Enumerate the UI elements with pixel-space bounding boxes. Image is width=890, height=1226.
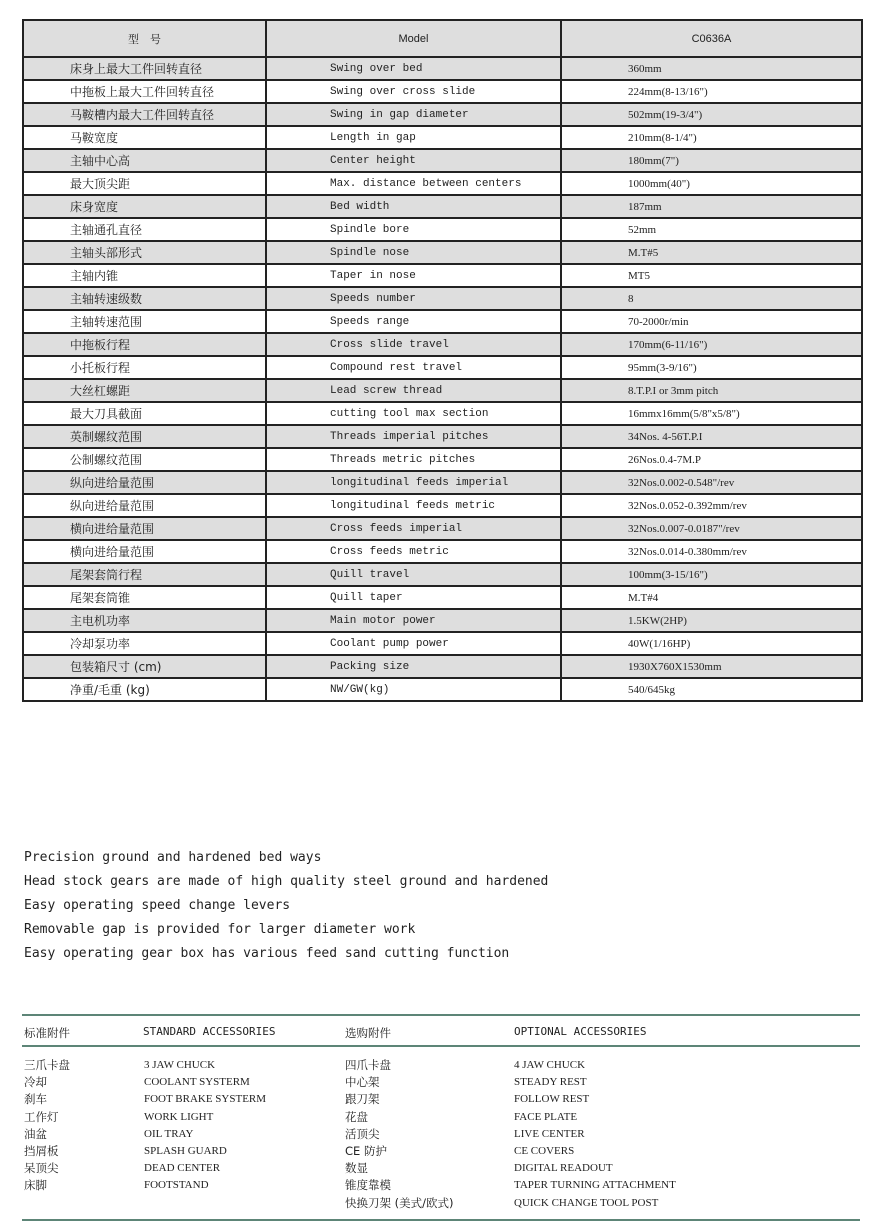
divider [22, 1219, 860, 1221]
accessory-item: 冷却 [24, 1075, 47, 1090]
spec-name-zh: 公制螺纹范围 [23, 448, 266, 471]
table-row [23, 471, 862, 494]
accessory-item: 油盆 [24, 1126, 47, 1141]
divider [22, 1014, 860, 1016]
spec-name-en: Max. distance between centers [266, 172, 561, 195]
divider [22, 1045, 860, 1047]
table-row [23, 425, 862, 448]
accessory-item: 工作灯 [24, 1109, 59, 1124]
accessory-item: FOOT BRAKE SYSTERM [144, 1093, 267, 1106]
table-row [23, 678, 862, 701]
table-row [23, 218, 862, 241]
spec-value: 187mm [561, 195, 862, 218]
spec-name-en: Lead screw thread [266, 379, 561, 402]
accessory-item: SPLASH GUARD [144, 1145, 227, 1158]
feature-list [24, 846, 548, 966]
spec-value: 1930X760X1530mm [561, 655, 862, 678]
optional-en-list [514, 1057, 676, 1212]
spec-value: 210mm(8-1/4") [561, 126, 862, 149]
spec-name-en: Quill taper [266, 586, 561, 609]
spec-name-zh: 纵向进给量范围 [23, 471, 266, 494]
spec-name-zh: 马鞍宽度 [23, 126, 266, 149]
spec-value: 540/645kg [561, 678, 862, 701]
accessory-item: CE 防护 [345, 1144, 387, 1159]
header-cell-model: Model [266, 20, 561, 57]
spec-value: 34Nos. 4-56T.P.I [561, 425, 862, 448]
table-row [23, 310, 862, 333]
accessory-item: 呆顶尖 [24, 1161, 59, 1176]
spec-value: MT5 [561, 264, 862, 287]
spec-name-en: Packing size [266, 655, 561, 678]
accessory-item: 四爪卡盘 [345, 1058, 391, 1072]
feature-item: Easy operating speed change levers [24, 898, 291, 913]
spec-name-zh: 冷却泵功率 [23, 632, 266, 655]
table-row [23, 563, 862, 586]
header-cell-type: 型 号 [23, 20, 266, 57]
spec-name-en: Quill travel [266, 563, 561, 586]
spec-name-en: Threads metric pitches [266, 448, 561, 471]
spec-name-en: Swing over bed [266, 57, 561, 80]
accessory-item: DIGITAL READOUT [514, 1162, 613, 1175]
spec-name-zh: 中拖板上最大工件回转直径 [23, 80, 266, 103]
spec-name-en: Cross feeds metric [266, 540, 561, 563]
spec-name-zh: 主轴内锥 [23, 264, 266, 287]
spec-name-en: Coolant pump power [266, 632, 561, 655]
optional-accessories-en-title: OPTIONAL ACCESSORIES [514, 1025, 647, 1038]
accessory-item: 中心架 [345, 1075, 380, 1090]
feature-item: Head stock gears are made of high quality steel ground and hardened [24, 874, 549, 889]
spec-name-en: Bed width [266, 195, 561, 218]
spec-value: 26Nos.0.4-7M.P [561, 448, 862, 471]
spec-name-zh: 纵向进给量范围 [23, 494, 266, 517]
spec-name-zh: 英制螺纹范围 [23, 425, 266, 448]
table-row [23, 103, 862, 126]
spec-name-en: Swing in gap diameter [266, 103, 561, 126]
accessory-item: FOOTSTAND [144, 1179, 209, 1192]
spec-name-en: Speeds range [266, 310, 561, 333]
spec-value: 95mm(3-9/16") [561, 356, 862, 379]
spec-value: 180mm(7") [561, 149, 862, 172]
accessory-item: 4 JAW CHUCK [514, 1059, 586, 1071]
spec-name-en: longitudinal feeds imperial [266, 471, 561, 494]
spec-name-zh: 主轴中心高 [23, 149, 266, 172]
table-row [23, 126, 862, 149]
spec-name-zh: 最大刀具截面 [23, 402, 266, 425]
spec-value: 224mm(8-13/16") [561, 80, 862, 103]
spec-table [22, 19, 863, 702]
spec-name-zh: 床身宽度 [23, 195, 266, 218]
spec-value: 360mm [561, 57, 862, 80]
accessory-item: 花盘 [345, 1109, 368, 1124]
table-row [23, 517, 862, 540]
accessory-item: 3 JAW CHUCK [144, 1059, 216, 1071]
spec-value: M.T#4 [561, 586, 862, 609]
table-row [23, 540, 862, 563]
accessory-item: COOLANT SYSTERM [144, 1076, 250, 1089]
table-row [23, 655, 862, 678]
spec-name-zh: 横向进给量范围 [23, 517, 266, 540]
spec-name-en: Swing over cross slide [266, 80, 561, 103]
standard-accessories-en-title: STANDARD ACCESSORIES [143, 1025, 276, 1038]
spec-value: 16mmx16mm(5/8"x5/8") [561, 402, 862, 425]
spec-name-zh: 最大顶尖距 [23, 172, 266, 195]
standard-en-list [144, 1057, 266, 1195]
table-row [23, 586, 862, 609]
spec-value: 52mm [561, 218, 862, 241]
spec-name-zh: 马鞍槽内最大工件回转直径 [23, 103, 266, 126]
accessory-item: LIVE CENTER [514, 1127, 585, 1140]
spec-name-en: cutting tool max section [266, 402, 561, 425]
table-row [23, 609, 862, 632]
table-row [23, 57, 862, 80]
spec-name-zh: 尾架套筒锥 [23, 586, 266, 609]
spec-value: 32Nos.0.052-0.392mm/rev [561, 494, 862, 517]
table-row [23, 149, 862, 172]
accessory-item: 挡屑板 [24, 1144, 59, 1159]
spec-name-zh: 包装箱尺寸 (cm) [23, 655, 266, 678]
standard-accessories-zh-title: 标准附件 [24, 1026, 70, 1040]
spec-name-en: Main motor power [266, 609, 561, 632]
spec-name-en: Center height [266, 149, 561, 172]
optional-accessories-zh-title: 选购附件 [345, 1026, 391, 1040]
header-cell-model-value: C0636A [561, 20, 862, 57]
spec-name-zh: 小托板行程 [23, 356, 266, 379]
feature-item: Easy operating gear box has various feed sand cutting function [24, 946, 510, 961]
table-row [23, 80, 862, 103]
spec-name-en: Speeds number [266, 287, 561, 310]
table-row [23, 632, 862, 655]
accessory-item: TAPER TURNING ATTACHMENT [514, 1179, 676, 1192]
table-row [23, 379, 862, 402]
feature-item: Removable gap is provided for larger diameter work [24, 922, 416, 937]
spec-name-en: Length in gap [266, 126, 561, 149]
spec-name-zh: 尾架套筒行程 [23, 563, 266, 586]
spec-name-zh: 中拖板行程 [23, 333, 266, 356]
spec-value: 70-2000r/min [561, 310, 862, 333]
spec-name-zh: 主轴转速级数 [23, 287, 266, 310]
table-row [23, 333, 862, 356]
table-row [23, 494, 862, 517]
spec-name-zh: 床身上最大工件回转直径 [23, 57, 266, 80]
standard-zh-list [24, 1057, 70, 1195]
accessory-item: 床脚 [24, 1178, 47, 1193]
table-row [23, 287, 862, 310]
spec-name-zh: 横向进给量范围 [23, 540, 266, 563]
accessory-item: WORK LIGHT [144, 1110, 214, 1123]
accessory-item: DEAD CENTER [144, 1162, 221, 1175]
accessory-item: 跟刀架 [345, 1092, 380, 1107]
spec-value: 502mm(19-3/4") [561, 103, 862, 126]
spec-name-en: NW/GW(kg) [266, 678, 561, 701]
accessory-item: OIL TRAY [144, 1127, 194, 1140]
spec-name-en: Compound rest travel [266, 356, 561, 379]
spec-value: 100mm(3-15/16") [561, 563, 862, 586]
spec-name-en: Spindle bore [266, 218, 561, 241]
spec-name-zh: 主轴头部形式 [23, 241, 266, 264]
spec-name-en: Spindle nose [266, 241, 561, 264]
accessory-item: 三爪卡盘 [24, 1058, 70, 1072]
spec-value: 40W(1/16HP) [561, 632, 862, 655]
spec-value: 32Nos.0.007-0.0187"/rev [561, 517, 862, 540]
spec-name-en: longitudinal feeds metric [266, 494, 561, 517]
spec-name-zh: 净重/毛重 (kg) [23, 678, 266, 701]
table-row [23, 402, 862, 425]
spec-value: 32Nos.0.014-0.380mm/rev [561, 540, 862, 563]
spec-value: 32Nos.0.002-0.548"/rev [561, 471, 862, 494]
spec-name-zh: 主电机功率 [23, 609, 266, 632]
accessory-item: QUICK CHANGE TOOL POST [514, 1196, 659, 1209]
table-header-row [23, 20, 862, 57]
accessory-item: FOLLOW REST [514, 1093, 590, 1106]
accessory-item: CE COVERS [514, 1145, 575, 1158]
table-row [23, 195, 862, 218]
spec-value: M.T#5 [561, 241, 862, 264]
spec-name-en: Cross feeds imperial [266, 517, 561, 540]
spec-value: 8.T.P.I or 3mm pitch [561, 379, 862, 402]
spec-name-en: Taper in nose [266, 264, 561, 287]
accessory-item: FACE PLATE [514, 1110, 578, 1123]
table-row [23, 241, 862, 264]
spec-name-zh: 大丝杠螺距 [23, 379, 266, 402]
spec-name-en: Cross slide travel [266, 333, 561, 356]
accessory-item: 活顶尖 [345, 1126, 380, 1141]
spec-value: 1000mm(40") [561, 172, 862, 195]
spec-name-zh: 主轴通孔直径 [23, 218, 266, 241]
accessory-item: 数显 [345, 1161, 368, 1176]
table-row [23, 264, 862, 287]
accessory-item: STEADY REST [514, 1076, 587, 1089]
spec-value: 8 [561, 287, 862, 310]
spec-name-en: Threads imperial pitches [266, 425, 561, 448]
accessory-item: 锥度靠模 [345, 1178, 391, 1193]
optional-zh-list [345, 1057, 454, 1212]
table-row [23, 356, 862, 379]
accessory-item: 刹车 [24, 1092, 47, 1107]
spec-value: 170mm(6-11/16") [561, 333, 862, 356]
table-row [23, 448, 862, 471]
spec-value: 1.5KW(2HP) [561, 609, 862, 632]
spec-name-zh: 主轴转速范围 [23, 310, 266, 333]
feature-item: Precision ground and hardened bed ways [24, 850, 322, 865]
accessory-item: 快换刀架 (美式/欧式) [345, 1195, 454, 1210]
table-row [23, 172, 862, 195]
